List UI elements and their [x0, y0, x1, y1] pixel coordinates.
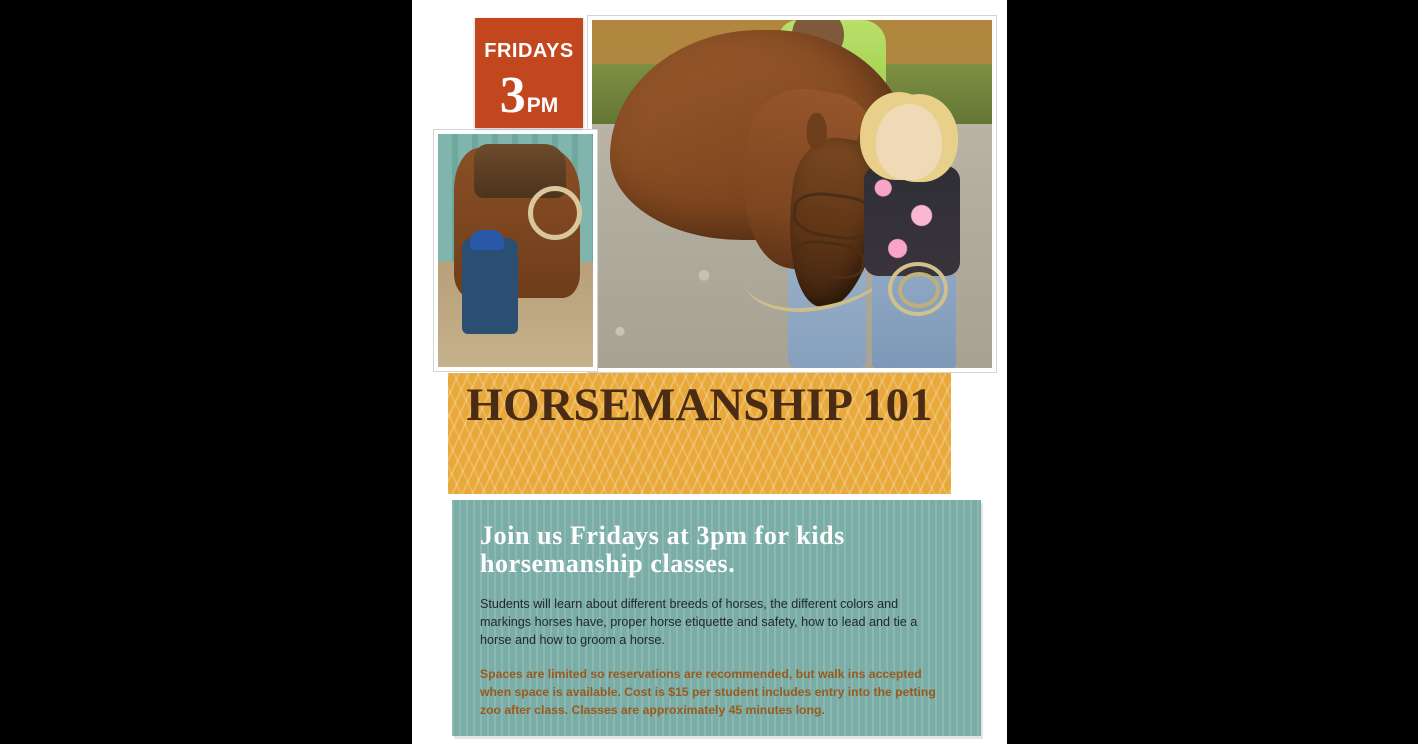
farrier-person — [462, 238, 518, 334]
blue-cap — [470, 230, 504, 250]
secondary-photo — [434, 130, 597, 371]
badge-time-period: PM — [526, 94, 559, 117]
panel-headline: Join us Fridays at 3pm for kids horsemanship classes. — [480, 521, 845, 578]
main-photo — [588, 16, 996, 372]
flyer-page — [412, 0, 1007, 744]
title-band — [448, 373, 951, 494]
schedule-badge — [475, 18, 583, 128]
horse-ear-left — [807, 113, 827, 149]
panel-note-text: Spaces are limited so reservations are recommended, but walk ins accepted when space is available. Cost is $15 per student includes entry into the petting zoo after class. Classes are approximately 45 minutes long. — [480, 667, 936, 717]
child-girl-head — [876, 104, 942, 180]
child-girl-shirt — [864, 166, 960, 276]
badge-time-number: 3 — [499, 67, 525, 124]
rope-coil-inner — [898, 272, 940, 308]
panel-body-text: Students will learn about different breeds of horses, the different colors and markings horses have, proper horse etiquette and safety, how to lead and tie a horse and how to groom a horse. — [480, 597, 918, 647]
coiled-rope — [528, 186, 582, 240]
badge-day-label: FRIDAYS — [484, 40, 574, 62]
page-title: HORSEMANSHIP 101 — [466, 379, 933, 431]
badge-time — [475, 66, 583, 125]
info-panel — [452, 500, 981, 736]
